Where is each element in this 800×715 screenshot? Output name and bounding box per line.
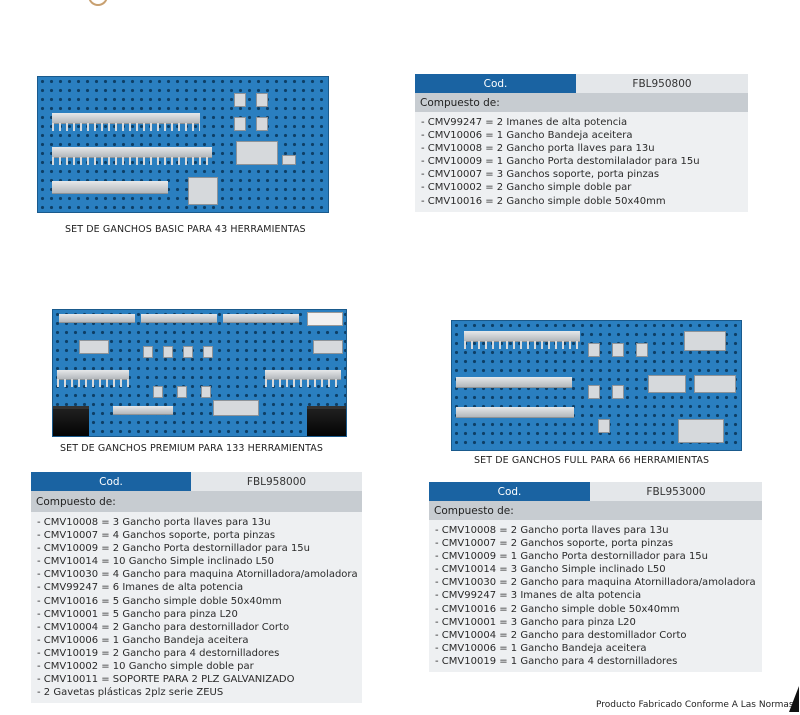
- component-item: - CMV10007 = 2 Ganchos soporte, porta pinzas: [435, 538, 674, 550]
- key-hook-strip: [141, 314, 217, 323]
- component-item: - CMV10007 = 4 Ganchos soporte, porta pinzas: [37, 530, 276, 542]
- logo-fragment: [88, 0, 108, 6]
- spec-header: [429, 482, 762, 501]
- compuesto-label: Compuesto de:: [31, 491, 362, 512]
- pliers-hook: [612, 343, 624, 357]
- pliers-hook: [143, 346, 153, 358]
- component-item: - CMV10009 = 1 Gancho Porta destomilalador para 15u: [421, 156, 700, 168]
- component-item: - CMV10016 = 2 Gancho simple doble 50x40mm: [421, 195, 666, 207]
- hook-teeth: [52, 157, 212, 165]
- hook-teeth: [57, 379, 129, 387]
- shelf-hook: [678, 419, 724, 443]
- plastic-bin-left: [52, 406, 89, 437]
- pliers-hook: [153, 386, 163, 398]
- shelf-hook: [684, 331, 726, 351]
- component-item: - CMV10002 = 2 Gancho simple doble par: [421, 182, 632, 194]
- pliers-hook: [598, 419, 610, 433]
- component-item: - CMV10001 = 3 Gancho para pinza L20: [435, 616, 636, 628]
- component-item: - CMV10016 = 2 Gancho simple doble 50x40mm: [435, 603, 680, 615]
- component-item: - CMV10006 = 1 Gancho Bandeja aceitera: [435, 642, 647, 654]
- key-hook-strip: [223, 314, 299, 323]
- component-item: - CMV99247 = 3 Imanes de alta potencia: [435, 590, 642, 602]
- compuesto-label: Compuesto de:: [429, 501, 762, 520]
- footer-note: Producto Fabricado Conforme A Las Normas: [596, 700, 794, 710]
- pliers-hook: [234, 93, 246, 107]
- pliers-hook: [163, 346, 173, 358]
- component-list: [429, 520, 762, 672]
- component-list: [31, 512, 362, 703]
- basic-pegboard-image: [37, 76, 329, 213]
- component-item: - CMV99247 = 2 Imanes de alta potencia: [421, 117, 628, 128]
- component-item: - CMV10006 = 1 Gancho Bandeja aceitera: [421, 130, 633, 142]
- shelf-hook: [79, 340, 109, 354]
- oil-tray-hook: [694, 375, 736, 393]
- corner-decoration: [789, 686, 799, 712]
- compuesto-label: Compuesto de:: [415, 93, 748, 112]
- pliers-hook: [203, 346, 213, 358]
- basic-caption: SET DE GANCHOS BASIC PARA 43 HERRAMIENTAS: [65, 224, 306, 235]
- component-item: - CMV10008 = 2 Gancho porta llaves para 13u: [435, 525, 669, 536]
- screwdriver-holder: [456, 407, 574, 418]
- premium-spec-table: [31, 472, 362, 703]
- pliers-hook: [201, 386, 211, 398]
- oil-tray-hook: [213, 400, 259, 416]
- basic-spec-table: [415, 74, 748, 212]
- component-item: - CMV10008 = 2 Gancho porta llaves para 13u: [421, 143, 655, 155]
- premium-caption: SET DE GANCHOS PREMIUM PARA 133 HERRAMIENTAS: [60, 443, 324, 454]
- component-item: - CMV99247 = 6 Imanes de alta potencia: [37, 582, 244, 594]
- component-item: - CMV10016 = 5 Gancho simple doble 50x40mm: [37, 595, 282, 607]
- pliers-hook: [234, 117, 246, 131]
- hook-teeth: [52, 123, 200, 131]
- component-item: - CMV10011 = SOPORTE PARA 2 PLZ GALVANIZADO: [37, 674, 295, 686]
- cod-label: Cod.: [31, 472, 191, 491]
- pliers-hook: [256, 93, 268, 107]
- product-code: FBL950800: [576, 74, 748, 93]
- product-code: FBL958000: [191, 472, 362, 491]
- pliers-hook: [256, 117, 268, 131]
- pliers-hook: [588, 385, 600, 399]
- shelf-hook: [313, 340, 343, 354]
- component-item: - CMV10030 = 2 Gancho para maquina Atornilladora/amoladora: [435, 577, 756, 589]
- product-code: FBL953000: [590, 482, 762, 501]
- cod-label: Cod.: [415, 74, 576, 93]
- full-spec-table: [429, 482, 762, 672]
- component-item: - CMV10004 = 2 Gancho para destomillador Corto: [435, 629, 687, 641]
- plastic-bin-right: [307, 406, 347, 437]
- component-item: - CMV10019 = 1 Gancho para 4 destornilladores: [435, 655, 678, 667]
- component-item: - CMV10019 = 2 Gancho para 4 destornilladores: [37, 647, 280, 659]
- cod-label: Cod.: [429, 482, 590, 501]
- screwdriver-holder: [52, 181, 168, 194]
- component-item: - CMV10004 = 2 Gancho para destornillador Corto: [37, 621, 290, 633]
- shelf-hook: [188, 177, 218, 205]
- key-hook-strip: [59, 314, 135, 323]
- component-item: - CMV10009 = 1 Gancho Porta destornillador para 15u: [435, 551, 709, 563]
- pliers-hook: [183, 346, 193, 358]
- component-item: - 2 Gavetas plásticas 2plz serie ZEUS: [37, 687, 224, 699]
- premium-pegboard-image: [52, 309, 347, 437]
- component-item: - CMV10030 = 4 Gancho para maquina Atornilladora/amoladora: [37, 569, 358, 581]
- component-item: - CMV10002 = 10 Gancho simple doble par: [37, 661, 254, 673]
- component-item: - CMV10008 = 3 Gancho porta llaves para 13u: [37, 517, 271, 528]
- component-item: - CMV10014 = 3 Gancho Simple inclinado L50: [435, 564, 666, 576]
- key-hook-strip: [456, 377, 572, 388]
- pliers-hook: [612, 385, 624, 399]
- component-list: [415, 112, 748, 212]
- full-caption: SET DE GANCHOS FULL PARA 66 HERRAMIENTAS: [474, 455, 710, 466]
- oil-tray-hook: [236, 141, 278, 165]
- hook-teeth: [464, 341, 580, 349]
- pliers-hook: [588, 343, 600, 357]
- screwdriver-holder: [113, 406, 173, 415]
- pliers-hook: [177, 386, 187, 398]
- component-item: - CMV10007 = 3 Ganchos soporte, porta pinzas: [421, 169, 660, 181]
- pliers-hook: [636, 343, 648, 357]
- hook-teeth: [265, 379, 341, 387]
- spec-header: [415, 74, 748, 93]
- spec-header: [31, 472, 362, 491]
- component-item: - CMV10001 = 5 Gancho para pinza L20: [37, 608, 238, 620]
- full-pegboard-image: [451, 320, 742, 451]
- magnet: [282, 155, 296, 165]
- sign-plate: [307, 312, 343, 326]
- oil-tray-hook: [648, 375, 686, 393]
- component-item: - CMV10006 = 1 Gancho Bandeja aceitera: [37, 634, 249, 646]
- component-item: - CMV10009 = 2 Gancho Porta destornillador para 15u: [37, 543, 311, 555]
- component-item: - CMV10014 = 10 Gancho Simple inclinado L50: [37, 556, 274, 568]
